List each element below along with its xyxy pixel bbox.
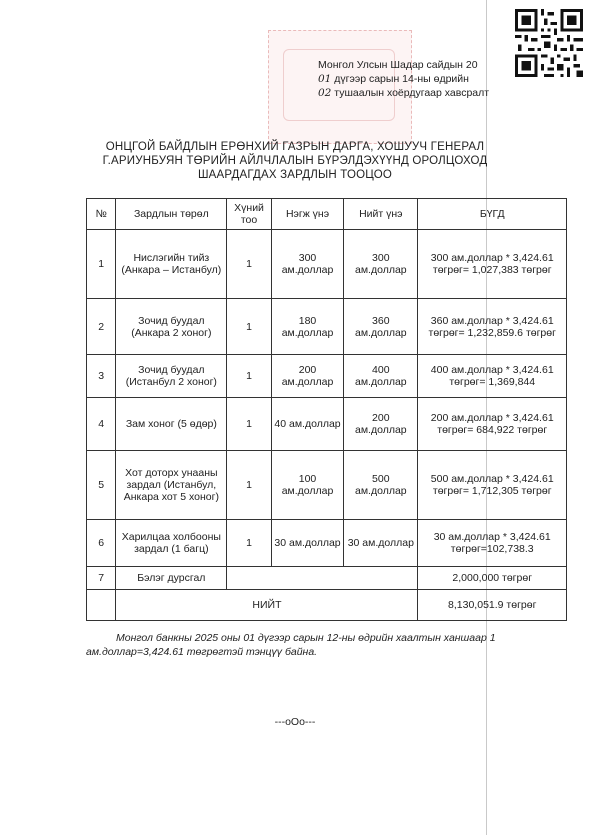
header-grand: БҮГД xyxy=(418,199,567,230)
header-line-2: 01 дүгээр сарын 14-ны өдрийн xyxy=(318,73,469,85)
exchange-rate-note: Монгол банкны 2025 оны 01 дүгээр сарын 12-ны өдрийн хаалтын ханшаар 1 ам.доллар=3,424.61 төгрөгтэй тэнцүү байна. xyxy=(86,632,496,658)
header-line-1: Монгол Улсын Шадар сайдын 20 xyxy=(318,59,478,71)
total-value: 8,130,051.9 төгрөг xyxy=(418,590,567,621)
end-mark: ---oOo--- xyxy=(274,716,316,728)
header-type: Зардлын төрөл xyxy=(116,199,227,230)
handwritten-month: 01 xyxy=(318,73,332,85)
table-row: 4 Зам хоног (5 өдөр) 1 40 ам.доллар 200 ам.доллар 200 ам.доллар * 3,424.61 төгрөг= 684,922 төгрөг xyxy=(87,398,567,451)
table-header-row xyxy=(87,199,567,230)
table-row-gift: 7 Бэлэг дурсгал 2,000,000 төгрөг xyxy=(87,567,567,590)
header-note xyxy=(318,58,553,100)
header-unit-price: Нэгж үнэ xyxy=(271,199,343,230)
table-row: 2 Зочид буудал (Анкара 2 хоног) 1 180 ам.доллар 360 ам.доллар 360 ам.доллар * 3,424.61 төгрөг= 1,232,859.6 төгрөг xyxy=(87,299,567,355)
handwritten-order-number: 02 xyxy=(318,87,332,99)
header-qty: Хүний тоо xyxy=(227,199,272,230)
total-label: НИЙТ xyxy=(116,590,418,621)
table-row: 5 Хот доторх унааны зардал (Истанбул, Анкара хот 5 хоног) 1 100 ам.доллар 500 ам.доллар 500 ам.доллар * 3,424.61 төгрөг= 1,712,305 төгрөг xyxy=(87,451,567,520)
table-row-total xyxy=(87,590,567,621)
header-total-price: Нийт үнэ xyxy=(344,199,418,230)
document-title: ОНЦГОЙ БАЙДЛЫН ЕРӨНХИЙ ГАЗРЫН ДАРГА, ХОШУУЧ ГЕНЕРАЛ Г.АРИУНБУЯН ТӨРИЙН АЙЛЧЛАЛЫН БҮРЭЛДЭХҮҮНД ОРОЛЦОХОД ШААРДАГДАХ ЗАРДЛЫН ТООЦОО xyxy=(102,141,488,181)
header-line-3: 02 тушаалын хоёрдугаар хавсралт xyxy=(318,87,490,99)
table-row: 6 Харилцаа холбооны зардал (1 багц) 1 30 ам.доллар 30 ам.доллар 30 ам.доллар * 3,424.61 төгрөг=102,738.3 xyxy=(87,520,567,567)
header-no: № xyxy=(87,199,116,230)
table-row: 1 Нислэгийн тийз (Анкара – Истанбул) 1 300 ам.доллар 300 ам.доллар 300 ам.доллар * 3,424.61 төгрөг= 1,027,383 төгрөг xyxy=(87,230,567,299)
cost-table xyxy=(86,198,567,621)
table-row: 3 Зочид буудал (Истанбул 2 хоног) 1 200 ам.доллар 400 ам.доллар 400 ам.доллар * 3,424.61 төгрөг= 1,369,844 xyxy=(87,355,567,398)
